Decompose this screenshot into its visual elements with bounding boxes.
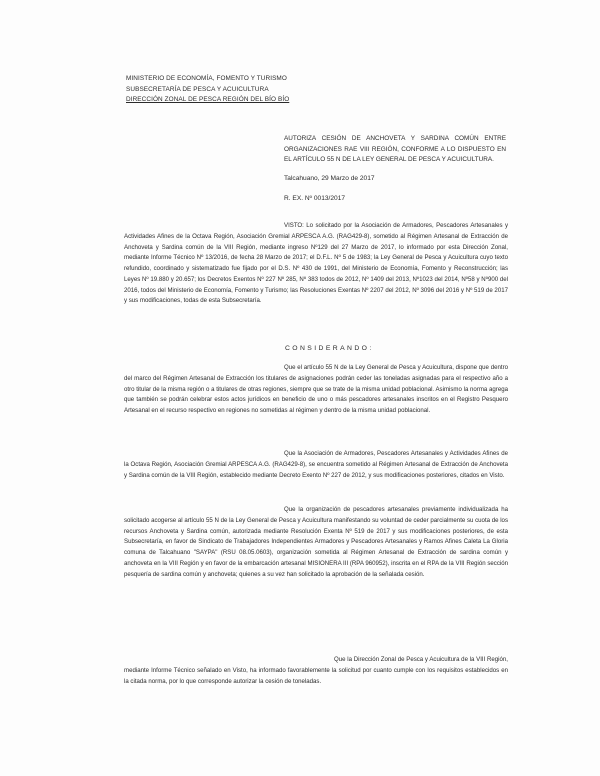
considerando-paragraph-1: Que el artículo 55 N de la Ley General de Pesca y Acuicultura, dispone que dentro del marco del Régimen Artesanal de Extracción los titulares de asignaciones podrán ceder las toneladas asignadas para el respectivo año a otro titular de la misma región o a titulares de otras regiones, siempre que se trate de la misma unidad poblacional. Asimismo la norma agrega que también se podrán celebrar estos actos jurídicos en beneficio de uno o más pescadores artesanales inscritos en el Registro Pesquero Artesanal en el recurso respectivo en regiones no sometidas al régimen y dentro de la misma unidad poblacional. [124, 364, 508, 414]
ministry-name: MINISTERIO DE ECONOMÍA, FOMENTO Y TURISMO [126, 75, 287, 82]
resolution-number: R. EX. Nº 0013/2017 [284, 195, 346, 202]
zonal-office-name: DIRECCIÓN ZONAL DE PESCA REGIÓN DEL BÍO BÍO [126, 96, 290, 103]
visto-paragraph: VISTO: Lo solicitado por la Asociación de Armadores, Pescadores Artesanales y Actividades Afines de la Octava Región, Asociación Gremial ARPESCA A.G. (RAG429-8), sometido al Régimen Artesanal de Extracción de Anchoveta y Sardina común de la VIII Región, mediante ingreso Nº129 del 27 Marzo de 2017, lo informado por esta Dirección Zonal, mediante Informe Técnico Nº 13/2016, de fecha 28 Marzo de 2017; el D.F.L. Nº 5 de 1983; la Ley General de Pesca y Acuicultura cuyo texto refundido, coordinado y sistematizado fue fijado por el D.S. Nº 430 de 1991, del Ministerio de Economía, Fomento y Reconstrucción; las Leyes Nº 19.880 y 20.657; los Decretos Exentos Nº 227 Nº 285, Nº 383 todos de 2012, Nº 1409 del 2013, Nº1023 del 2014, Nº58 y Nº900 del 2016, todos del Ministerio de Economía, Fomento y Turismo; las Resoluciones Exentas Nº 2207 del 2012, Nº 3096 del 2016 y Nº 519 de 2017 y sus modificaciones, todas de esta Subsecretaría. [124, 222, 508, 305]
resolution-subject: AUTORIZA CESIÓN DE ANCHOVETA Y SARDINA COMÚN ENTRE ORGANIZACIONES RAE VIII REGIÓN, CONFORME A LO DISPUESTO EN EL ARTÍCULO 55 N DE LA LEY GENERAL DE PESCA Y ACUICULTURA. [284, 135, 506, 164]
place-and-date: Talcahuano, 29 Marzo de 2017 [284, 175, 375, 182]
considerando-paragraph-2: Que la Asociación de Armadores, Pescadores Artesanales y Actividades Afines de la Octava Región, Asociación Gremial ARPESCA A.G. (RAG429-8), se encuentra sometido al Régimen Artesanal de Extracción de Anchoveta y Sardina común de la VIII Región, establecido mediante Decreto Exento Nº 227 de 2012, y sus modificaciones posteriores, citados en Visto. [124, 450, 508, 479]
considerando-paragraph-4: Que la Dirección Zonal de Pesca y Acuicultura de la VIII Región, mediante Informe Técnico señalado en Visto, ha informado favorablemente la solicitud por cuanto cumple con los requisitos establecidos en la citada norma, por lo que corresponde autorizar la cesión de toneladas. [124, 656, 508, 685]
undersecretariat-name: SUBSECRETARÍA DE PESCA Y ACUICULTURA [126, 85, 269, 93]
ministry-header [126, 74, 326, 106]
considerando-heading: CONSIDERANDO: [285, 345, 374, 352]
considerando-paragraph-3: Que la organización de pescadores artesanales previamente individualizada ha solicitado acogerse al artículo 55 N de la Ley General de Pesca y Acuicultura manifestando su voluntad de ceder parcialmente su cuota de los recursos Anchoveta y Sardina común, autorizada mediante Resolución Exenta Nº 519 de 2017 y sus modificaciones posteriores, de esta Subsecretaría, en favor de Sindicato de Trabajadores Independientes Armadores y Pescadores Artesanales y Ramos Afines Caleta La Gloria comuna de Talcahuano "SAYPA" (RSU 08.05.0603), organización sometida al Régimen Artesanal de Extracción de sardina común y anchoveta en la VIII Región y en favor de la embarcación artesanal MISIONERA III (RPA 960952), inscrita en el RPA de la VIII Región sección pesquería de sardina común y anchoveta; quienes a su vez han solicitado la aprobación de la señalada cesión. [124, 506, 508, 578]
